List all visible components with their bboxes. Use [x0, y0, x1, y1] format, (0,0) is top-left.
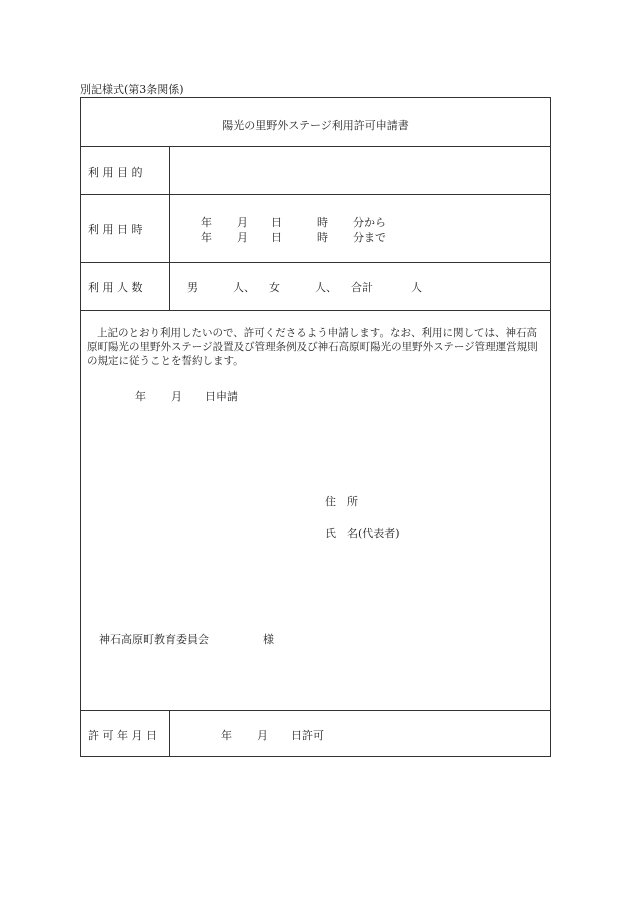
purpose-field[interactable] [171, 148, 549, 192]
row-divider [81, 262, 550, 263]
start-month: 月 [237, 216, 248, 229]
name-label: 氏 名(代表者) [325, 527, 400, 540]
addressee-org: 神石高原町教育委員会 [99, 633, 209, 646]
end-minute: 分まで [353, 231, 386, 244]
end-hour: 時 [317, 231, 328, 244]
total-label: 合計 [351, 281, 373, 294]
people-label: 利 用 人 数 [88, 281, 143, 294]
form-reference: 別記様式(第3条関係) [80, 83, 184, 96]
row-divider [81, 310, 550, 311]
permit-date-label: 許 可 年 月 日 [88, 729, 157, 742]
form-title: 陽光の里野外ステージ利用許可申請書 [222, 119, 409, 132]
permit-year: 年 [221, 729, 232, 742]
column-divider [169, 710, 170, 757]
apply-day: 日申請 [205, 390, 238, 403]
row-divider [81, 146, 550, 147]
permit-day: 日許可 [291, 729, 324, 742]
apply-month: 月 [171, 390, 182, 403]
start-day: 日 [271, 216, 282, 229]
addressee-honorific: 様 [263, 633, 274, 646]
address-label: 住 所 [325, 495, 358, 508]
declaration-text: 上記のとおり利用したいので、許可くださるよう申請します。なお、利用に関しては、神石高原町陽光の里野外ステージ設置及び管理条例及び神石高原町陽光の里野外ステージ管理運営規則の規定に従うことを誓約します。 [87, 327, 538, 367]
end-month: 月 [237, 231, 248, 244]
male-unit: 人、 [233, 281, 255, 294]
permit-month: 月 [257, 729, 268, 742]
female-label: 女 [269, 281, 280, 294]
start-hour: 時 [317, 216, 328, 229]
row-divider [81, 710, 550, 711]
male-label: 男 [187, 281, 198, 294]
start-minute: 分から [353, 216, 386, 229]
start-year: 年 [201, 216, 212, 229]
end-year: 年 [201, 231, 212, 244]
purpose-label: 利 用 目 的 [88, 166, 143, 179]
total-unit: 人 [411, 281, 422, 294]
female-unit: 人、 [315, 281, 337, 294]
column-divider [169, 146, 170, 310]
datetime-label: 利 用 日 時 [88, 223, 143, 236]
apply-year: 年 [135, 390, 146, 403]
row-divider [81, 194, 550, 195]
end-day: 日 [271, 231, 282, 244]
application-form [80, 97, 551, 757]
